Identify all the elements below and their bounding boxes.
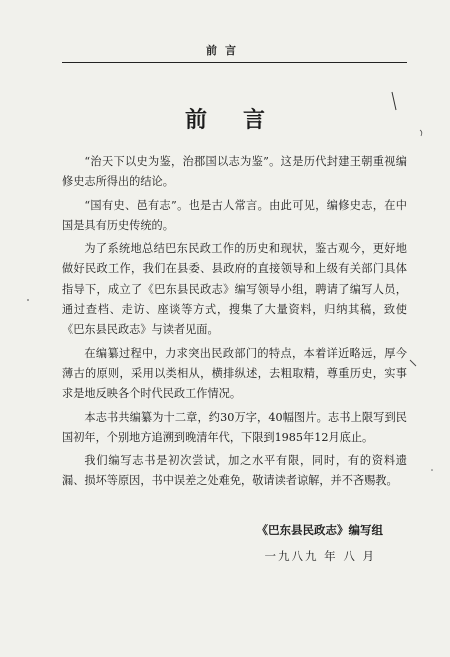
paragraph-6: 我们编写志书是初次尝试，加之水平有限，同时，有的资料遗漏、损坏等原因，书中误差之处难免，敬请读者谅解，并不吝赐教。 [62, 454, 407, 488]
paragraph-2: “国有史、邑有志”。也是古人常言。由此可见，编修史志，在中国是具有历史传统的。 [62, 198, 407, 232]
header-rule [62, 62, 407, 63]
preface-body [62, 152, 407, 495]
signature-date: 一九八九 年 八 月 [264, 549, 376, 563]
scan-dot-right [431, 469, 433, 471]
scan-mark-mid-right [410, 360, 416, 366]
page-title: 前言 [184, 107, 301, 133]
paragraph-4: 在编纂过程中，力求突出民政部门的特点，本着详近略远，厚今薄古的原则，采用以类相从，横排纵述，去粗取精，尊重历史，实事求是地反映各个时代民政工作情况。 [62, 346, 407, 401]
paragraph-3: 为了系统地总结巴东民政工作的历史和现状，鉴古观今，更好地做好民政工作，我们在县委、县政府的直接领导和上级有关部门具体指导下，成立了《巴东县民政志》编写领导小组，聘请了编写人员，通过查档、走访、座谈等方式，搜集了大量资料，归纳其稿，致使《巴东县民政志》与读者见面。 [62, 242, 407, 337]
signature-organization: 《巴东县民政志》编写组 [256, 523, 383, 537]
paragraph-5: 本志书共编纂为十二章，约30万字，40幅图片。志书上限写到民国初年，个别地方追溯到晚清年代，下限到1985年12月底止。 [62, 410, 407, 444]
paragraph-1: “治天下以史为鉴，治郡国以志为鉴”。这是历代封建王朝重视编修史志所得出的结论。 [62, 155, 407, 189]
running-head: 前言 [206, 44, 244, 57]
scan-dot-left [27, 299, 29, 301]
